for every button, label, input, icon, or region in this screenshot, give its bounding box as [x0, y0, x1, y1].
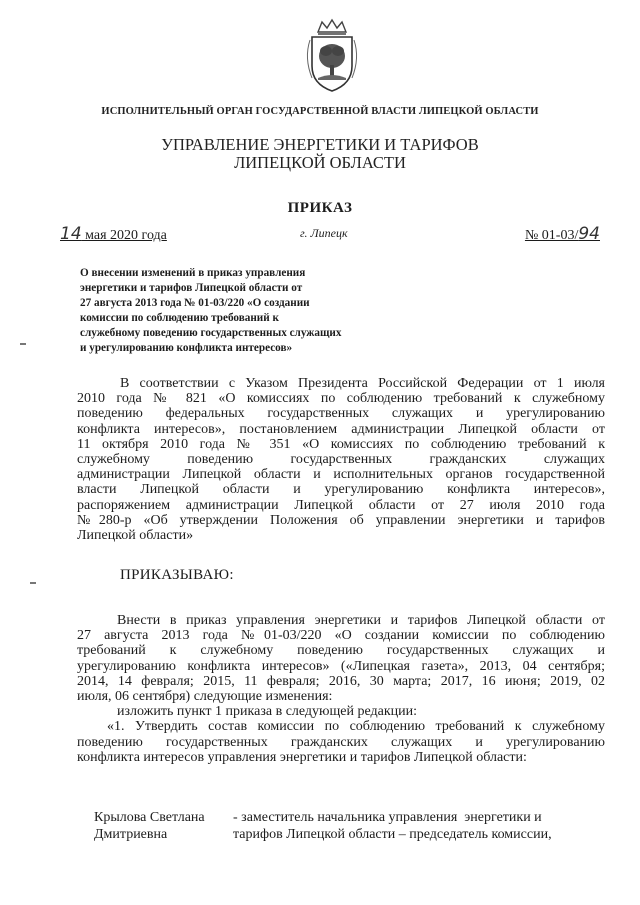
member-role-line: - заместитель начальника управления энергетики и — [233, 810, 542, 825]
text-line: Внести в приказ управления энергетики и тарифов Липецкой области от — [117, 613, 605, 628]
number-prefix: № 01-03/ — [524, 228, 579, 243]
subject-line: энергетики и тарифов Липецкой области от — [80, 282, 303, 294]
date-month-year: мая 2020 года — [81, 228, 167, 243]
text-line: 2014, 14 февраля; 2015, 11 февраля; 2016, 30 марта; 2017, 16 июня; 2019, 02 — [77, 673, 605, 689]
department-title-line: ЛИПЕЦКОЙ ОБЛАСТИ — [234, 153, 406, 172]
text-line: №280-р «Об утверждении Положения об управлении энергетики и тарифов — [77, 512, 605, 528]
text-line: В соответствии с Указом Президента Российской Федерации от 1 июля — [120, 376, 605, 391]
document-subject — [80, 266, 420, 356]
text-line: поведению федеральных государственных служащих и урегулированию — [77, 406, 605, 422]
order-word: ПРИКАЗЫВАЮ: — [120, 567, 234, 583]
department-title — [0, 136, 640, 172]
subject-line: и урегулированию конфликта интересов» — [80, 342, 293, 354]
subject-line: О внесении изменений в приказ управления — [80, 267, 306, 279]
subject-line: служебному поведению государственных служащих — [80, 327, 342, 339]
text-line: распоряжением администрации Липецкой области от 27 июля 2010 года — [77, 497, 605, 513]
text-line: Липецкой области» — [77, 527, 194, 543]
text-line: конфликта интересов управления энергетики и тарифов Липецкой области: — [77, 749, 527, 765]
preamble-paragraph — [77, 376, 605, 543]
text-line: служебному поведению государственных гражданских служащих — [77, 451, 605, 467]
text-line: 27 августа 2013 года №01-03/220 «О создании комиссии по соблюдению — [77, 628, 605, 644]
text-line: конфликта интересов», постановлением администрации Липецкой области от — [77, 421, 605, 437]
department-title-line: УПРАВЛЕНИЕ ЭНЕРГЕТИКИ И ТАРИФОВ — [161, 135, 479, 154]
text-line: изложить пункт 1 приказа в следующей редакции: — [117, 704, 418, 720]
member-name-line: Дмитриевна — [94, 827, 168, 842]
scan-mark — [20, 343, 26, 345]
document-number — [525, 224, 600, 244]
text-line: «1. Утвердить состав комиссии по соблюдению требований к служебному — [107, 719, 605, 735]
commission-member-name — [94, 809, 205, 843]
handwritten-number: 94 — [578, 224, 600, 244]
text-line: администрации Липецкой области и исполнительных органов государственной — [77, 467, 605, 483]
member-role-line: тарифов Липецкой области – председатель комиссии, — [233, 827, 552, 842]
handwritten-day: 14 — [60, 224, 82, 244]
text-line: поведению государственных гражданских служащих и урегулированию — [77, 734, 605, 750]
text-line: урегулированию конфликта интересов» («Липецкая газета», 2013, 04 сентября; — [77, 658, 605, 674]
subject-line: комиссии по соблюдению требований к — [80, 312, 279, 324]
document-meta-row — [60, 222, 600, 246]
commission-member-role — [233, 809, 552, 843]
text-line: 11 октября 2010 года № 351 «О комиссиях по соблюдению требований к — [77, 436, 605, 452]
subject-line: 27 августа 2013 года № 01-03/220 «О создании — [80, 297, 310, 309]
text-line: июля, 06 сентября) следующие изменения: — [77, 688, 333, 704]
document-city: г. Липецк — [300, 226, 348, 240]
scan-mark — [30, 582, 36, 584]
issuing-authority: ИСПОЛНИТЕЛЬНЫЙ ОРГАН ГОСУДАРСТВЕННОЙ ВЛАСТИ ЛИПЕЦКОЙ ОБЛАСТИ — [101, 106, 539, 117]
order-paragraph — [77, 613, 605, 765]
text-line: 2010 года № 821 «О комиссиях по соблюдению требований к служебному — [77, 391, 605, 407]
text-line: требований к служебному поведению государственных служащих и — [77, 643, 605, 659]
member-name-line: Крылова Светлана — [94, 810, 205, 825]
document-type: ПРИКАЗ — [287, 200, 353, 216]
lipetsk-coat-of-arms-icon — [300, 18, 364, 94]
text-line: власти Липецкой области и урегулированию конфликта интересов», — [77, 482, 605, 498]
document-date — [60, 224, 167, 244]
